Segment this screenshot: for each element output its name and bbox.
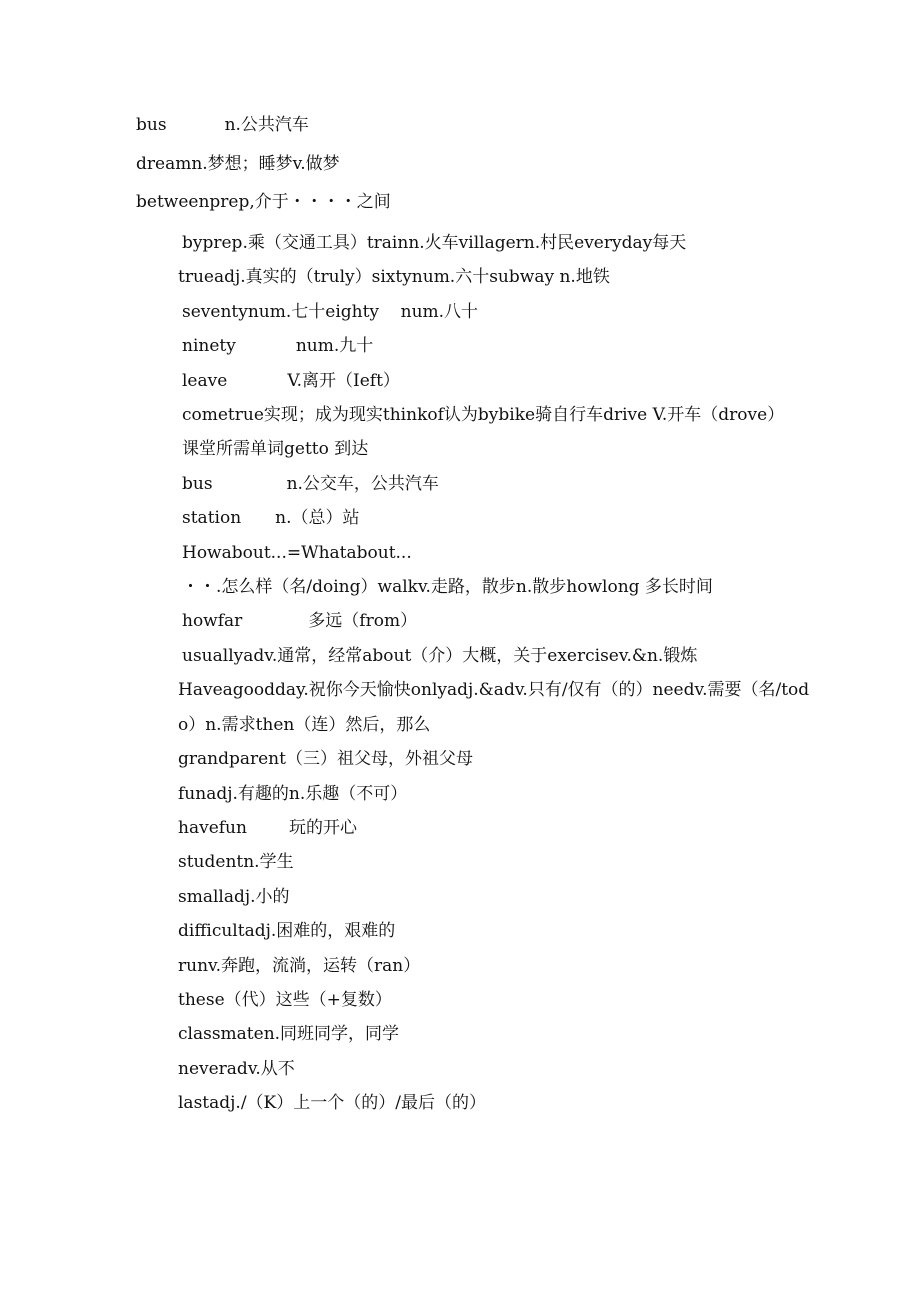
vocab-meaning: n.公共汽车 [224,115,309,135]
vocab-entry-bus [136,106,856,145]
vocab-list [178,226,818,1121]
top-vocab-block [136,106,856,222]
list-item: byprep.乘（交通工具）trainn.火车villagern.村民everyday每天 [182,233,687,253]
vocab-meaning: n.（总）站 [275,508,360,529]
list-item: cometrue实现；成为现实thinkof认为bybike骑自行车drive V.开车（drove） [182,405,785,426]
list-item [178,811,818,845]
vocab-entry-dream: dreamn.梦想；睡梦v.做梦 [136,153,340,174]
list-item: trueadj.真实的（truly）sixtynum.六十subway n.地铁 [178,267,610,288]
vocab-meaning: n.公交车，公共汽车 [286,473,439,494]
vocab-word: leave [182,370,228,391]
list-item: studentn.学生 [178,852,294,873]
list-item: these（代）这些（+复数） [178,989,392,1010]
list-item: Howabout...=Whatabout... [182,542,412,563]
list-item [178,501,818,535]
list-item: difficultadj.困难的，艰难的 [178,921,396,942]
list-item: runv.奔跑，流淌，运转（ran） [178,955,421,976]
list-item: smalladj.小的 [178,886,290,907]
list-item [178,604,818,638]
list-item: 课堂所需单词getto 到达 [182,439,369,460]
list-item: lastadj./（K）上一个（的）/最后（的） [178,1093,486,1114]
list-item: ・・.怎么样（名/doing）walkv.走路，散步n.散步howlong 多长时间 [182,577,713,598]
list-item: funadj.有趣的n.乐趣（不可） [178,783,408,804]
vocab-word: ninety [182,336,236,357]
vocab-word: howfar [182,611,243,632]
list-item: Haveagoodday.祝你今天愉快onlyadj.&adv.只有/仅有（的）needv.需要（名/todo）n.需求then（连）然后，那么 [178,680,810,735]
list-item [178,364,818,398]
vocab-meaning: num.九十 [295,336,374,357]
list-item: grandparent（三）祖父母，外祖父母 [178,749,473,770]
list-item: neveradv.从不 [178,1058,295,1079]
vocab-word: bus [182,473,213,494]
list-item [178,329,818,363]
vocab-meaning: V.离开（Ieft） [287,370,400,391]
list-item: seventynum.七十eighty num.八十 [182,301,479,322]
vocab-meaning: 多远（from） [308,611,418,632]
vocab-word: station [182,508,242,529]
vocab-word: bus [136,115,167,135]
list-item: usuallyadv.通常，经常about（介）大概，关于exercisev.&n.锻炼 [182,645,698,666]
vocab-meaning: 玩的开心 [288,817,357,838]
vocab-word: havefun [178,817,247,838]
vocab-entry-between: betweenprep,介于・・・・之间 [136,192,391,212]
list-item: classmaten.同班同学，同学 [178,1024,400,1045]
list-item [178,467,818,501]
